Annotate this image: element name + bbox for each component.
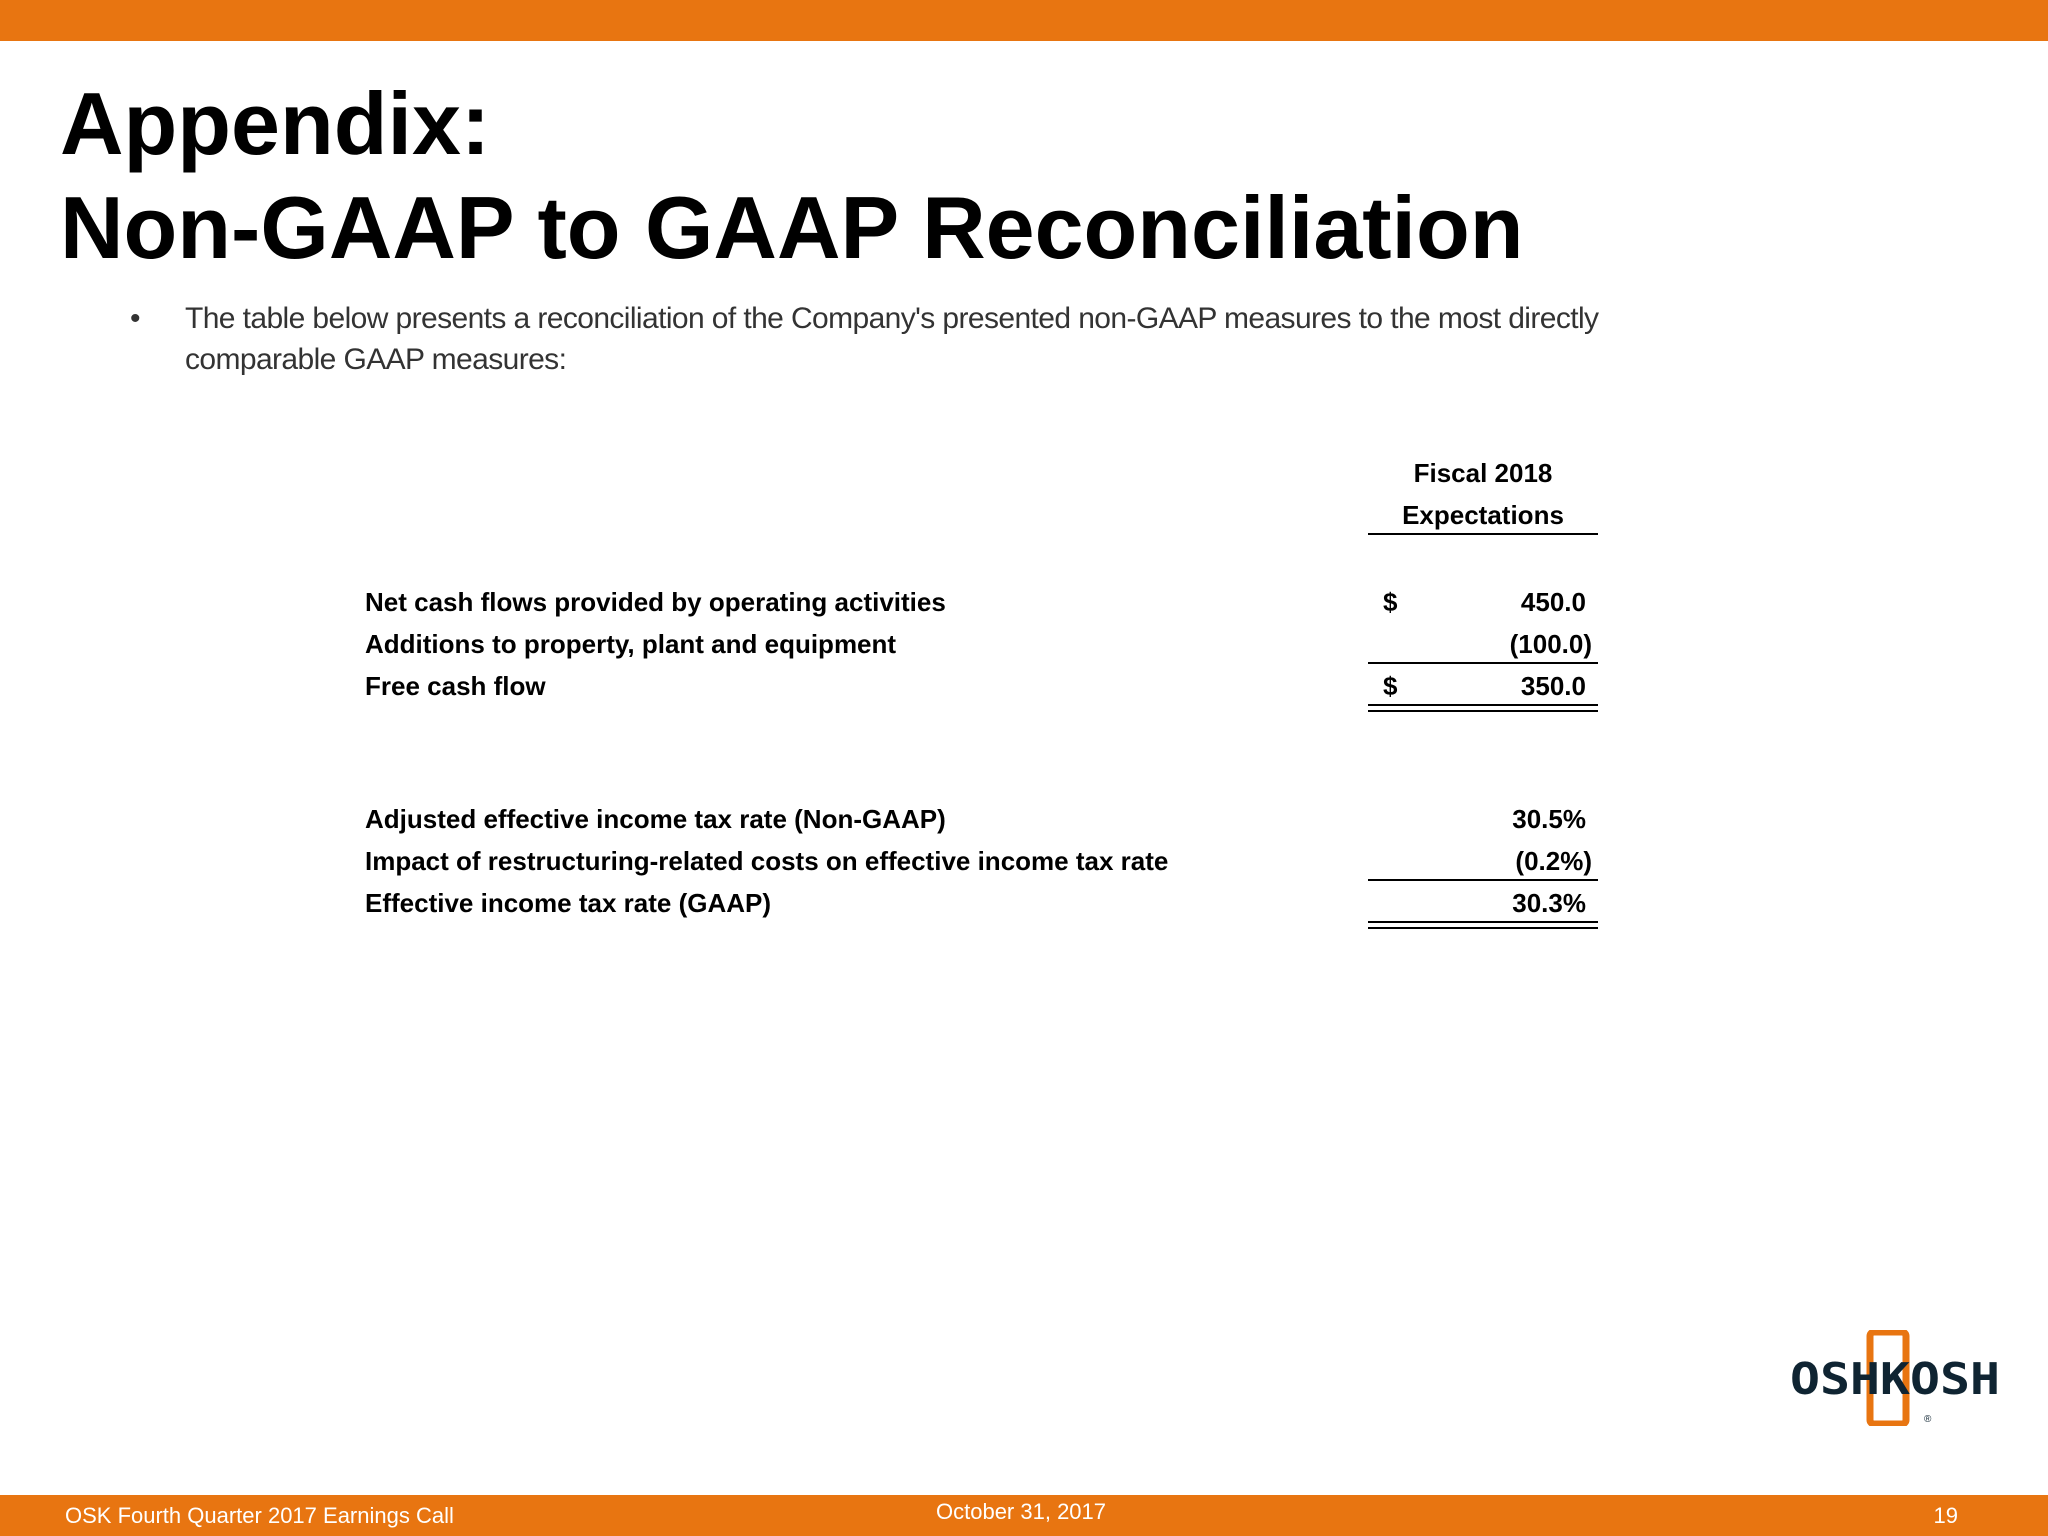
tax-subtotal-rule: [1368, 879, 1598, 881]
row-value-net-cash: 450.0: [1520, 587, 1586, 617]
top-accent-bar: [0, 0, 2048, 41]
column-header-fiscal-year: Fiscal 2018: [1413, 458, 1553, 488]
footer-page-number: 19: [1933, 1503, 1958, 1528]
row-label-free-cash-flow: Free cash flow: [365, 671, 546, 701]
footer-date: October 31, 2017: [936, 1499, 1107, 1524]
header-underline: [1368, 533, 1598, 535]
row-label-gaap-tax-rate: Effective income tax rate (GAAP): [365, 888, 772, 918]
bullet-marker: •: [130, 302, 140, 335]
row-value-capex: (100.0): [1509, 629, 1592, 659]
title-line-1: Appendix:: [60, 74, 491, 173]
title-line-2: Non-GAAP to GAAP Reconciliation: [60, 178, 1524, 277]
oshkosh-logo: [1788, 1330, 2003, 1426]
row-currency-net-cash: $: [1383, 587, 1398, 617]
column-header-expectations: Expectations: [1402, 500, 1564, 530]
row-value-adjusted-tax-rate: 30.5%: [1512, 804, 1586, 834]
total-double-rule: [1368, 704, 1598, 712]
row-label-capex: Additions to property, plant and equipment: [365, 629, 897, 659]
footer-event-title: OSK Fourth Quarter 2017 Earnings Call: [65, 1503, 454, 1528]
tax-total-double-rule: [1368, 921, 1598, 929]
logo-wordmark: OSHKOSH: [1790, 1354, 2000, 1405]
row-value-free-cash-flow: 350.0: [1520, 671, 1586, 701]
logo-registered-mark: ®: [1924, 1414, 1932, 1425]
page-title: [60, 72, 1524, 280]
footer-bar: [0, 1495, 2048, 1536]
subtotal-rule: [1368, 662, 1598, 664]
row-value-restructuring-impact: (0.2%): [1515, 846, 1592, 876]
row-currency-free-cash-flow: $: [1383, 671, 1398, 701]
row-label-restructuring-impact: Impact of restructuring-related costs on effective income tax rate: [365, 846, 1169, 876]
row-label-adjusted-tax-rate: Adjusted effective income tax rate (Non-GAAP): [365, 804, 946, 834]
row-value-gaap-tax-rate: 30.3%: [1512, 888, 1586, 918]
intro-text: The table below presents a reconciliation of the Company's presented non-GAAP measures to the most directly comparable GAAP measures:: [185, 302, 1599, 376]
row-label-net-cash: Net cash flows provided by operating activities: [365, 587, 946, 617]
